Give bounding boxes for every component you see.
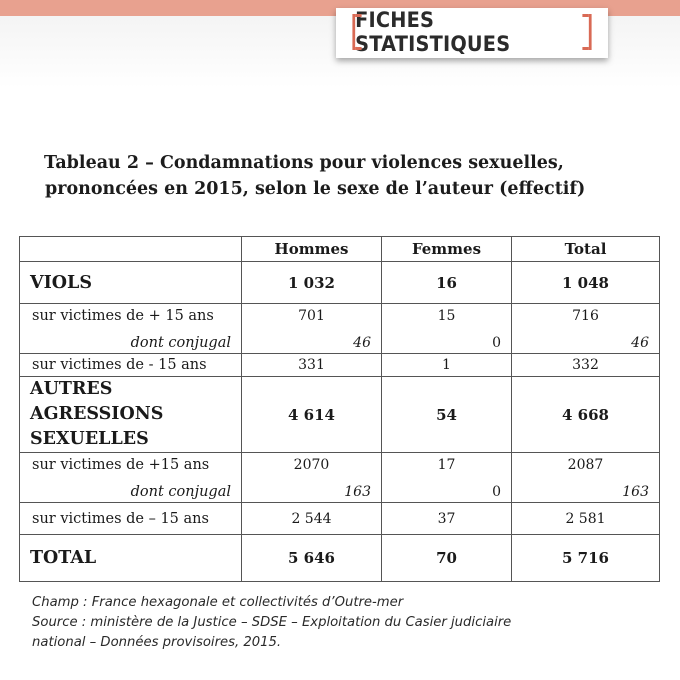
viols-plus15-total: 716 bbox=[572, 308, 599, 324]
viols-conjugal-femmes: 0 bbox=[492, 335, 501, 351]
viols-plus15-femmes-cell bbox=[382, 304, 512, 354]
autres-plus15-total: 2087 bbox=[567, 457, 604, 473]
viols-plus15-hommes-cell bbox=[242, 304, 382, 354]
column-header-total: Total bbox=[512, 237, 660, 262]
autres-total: 4 668 bbox=[512, 377, 660, 453]
row-label-autres bbox=[20, 377, 242, 453]
column-header-hommes: Hommes bbox=[242, 237, 382, 262]
autres-hommes: 4 614 bbox=[242, 377, 382, 453]
badge-label: FICHES STATISTIQUES bbox=[352, 14, 591, 50]
autres-conjugal-hommes: 163 bbox=[344, 484, 371, 500]
table-row-viols bbox=[20, 262, 660, 304]
viols-plus15-hommes: 701 bbox=[298, 308, 325, 324]
fiches-statistiques-badge bbox=[336, 8, 608, 58]
autres-label-line2: SEXUELLES bbox=[30, 429, 149, 449]
condamnations-table bbox=[19, 236, 660, 582]
autres-moins15-hommes: 2 544 bbox=[242, 503, 382, 535]
row-label-autres-moins15: sur victimes de – 15 ans bbox=[20, 503, 242, 535]
label-dont-conjugal: dont conjugal bbox=[130, 484, 231, 500]
note-source-line2: national – Données provisoires, 2015. bbox=[32, 635, 282, 650]
label-plus15: sur victimes de + 15 ans bbox=[32, 308, 214, 324]
autres-plus15-hommes: 2070 bbox=[293, 457, 330, 473]
note-champ: Champ : France hexagonale et collectivités d’Outre-mer bbox=[32, 595, 404, 610]
viols-plus15-total-cell bbox=[512, 304, 660, 354]
autres-moins15-femmes: 37 bbox=[382, 503, 512, 535]
table-title-line1: Tableau 2 – Condamnations pour violences sexuelles, bbox=[44, 153, 564, 173]
table-title bbox=[44, 150, 644, 202]
row-label-viols-plus15 bbox=[20, 304, 242, 354]
header-empty-cell bbox=[20, 237, 242, 262]
table-row-viols-moins15 bbox=[20, 354, 660, 377]
viols-femmes: 16 bbox=[382, 262, 512, 304]
table-row-autres-moins15 bbox=[20, 503, 660, 535]
autres-label-line1: AUTRES AGRESSIONS bbox=[30, 379, 164, 424]
viols-moins15-hommes: 331 bbox=[242, 354, 382, 377]
column-header-femmes: Femmes bbox=[382, 237, 512, 262]
autres-plus15-femmes: 17 bbox=[437, 457, 456, 473]
total-femmes: 70 bbox=[382, 535, 512, 582]
table-row-viols-plus15 bbox=[20, 304, 660, 354]
autres-conjugal-femmes: 0 bbox=[492, 484, 501, 500]
viols-hommes: 1 032 bbox=[242, 262, 382, 304]
row-label-viols-moins15: sur victimes de - 15 ans bbox=[20, 354, 242, 377]
table-header-row bbox=[20, 237, 660, 262]
autres-femmes: 54 bbox=[382, 377, 512, 453]
viols-conjugal-total: 46 bbox=[631, 335, 649, 351]
total-total: 5 716 bbox=[512, 535, 660, 582]
table-row-autres-plus15 bbox=[20, 453, 660, 503]
table-notes bbox=[32, 593, 652, 653]
viols-moins15-total: 332 bbox=[512, 354, 660, 377]
total-hommes: 5 646 bbox=[242, 535, 382, 582]
autres-plus15-femmes-cell bbox=[382, 453, 512, 503]
table-row-total bbox=[20, 535, 660, 582]
row-label-total: TOTAL bbox=[20, 535, 242, 582]
viols-conjugal-hommes: 46 bbox=[353, 335, 371, 351]
viols-total: 1 048 bbox=[512, 262, 660, 304]
viols-moins15-femmes: 1 bbox=[382, 354, 512, 377]
autres-plus15-hommes-cell bbox=[242, 453, 382, 503]
label-dont-conjugal: dont conjugal bbox=[130, 335, 231, 351]
label-plus15: sur victimes de +15 ans bbox=[32, 457, 210, 473]
table-row-autres bbox=[20, 377, 660, 453]
row-label-autres-plus15 bbox=[20, 453, 242, 503]
row-label-viols: VIOLS bbox=[20, 262, 242, 304]
autres-conjugal-total: 163 bbox=[622, 484, 649, 500]
note-source-line1: Source : ministère de la Justice – SDSE – Exploitation du Casier judiciaire bbox=[32, 615, 512, 630]
autres-plus15-total-cell bbox=[512, 453, 660, 503]
table-title-line2: prononcées en 2015, selon le sexe de l’auteur (effectif) bbox=[45, 179, 586, 199]
autres-moins15-total: 2 581 bbox=[512, 503, 660, 535]
viols-plus15-femmes: 15 bbox=[437, 308, 456, 324]
